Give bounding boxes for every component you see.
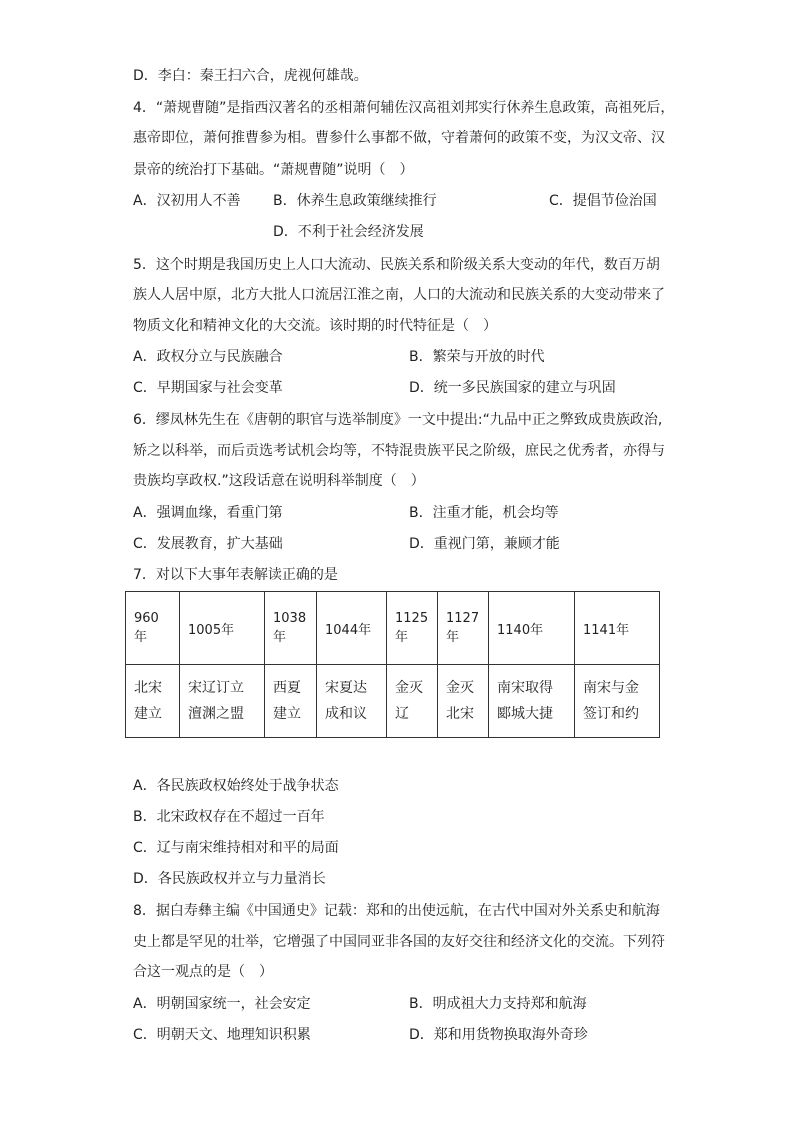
- q5-option-a[interactable]: A．政权分立与民族融合: [133, 349, 283, 365]
- chronology-table: [125, 591, 660, 738]
- chronology-event-cell: 宋夏达 成和议: [317, 665, 387, 738]
- q4-stem-line-2: 惠帝即位，萧何推曹参为相。曹参什么事都不做，守着萧何的政策不变，为汉文帝、汉: [133, 130, 665, 146]
- q5-option-c[interactable]: C．早期国家与社会变革: [133, 380, 283, 396]
- q5-option-d[interactable]: D．统一多民族国家的建立与巩固: [409, 380, 616, 396]
- q6-option-b[interactable]: B．注重才能，机会均等: [409, 505, 559, 521]
- chronology-year-cell: 1127 年: [438, 592, 489, 665]
- q6-option-a[interactable]: A．强调血缘，看重门第: [133, 505, 283, 521]
- q8-option-b[interactable]: B．明成祖大力支持郑和航海: [409, 996, 587, 1012]
- q5-stem-line-1: 5．这个时期是我国历史上人口大流动、民族关系和阶级关系大变动的年代，数百万胡: [133, 257, 660, 273]
- q5-option-b[interactable]: B．繁荣与开放的时代: [409, 349, 545, 365]
- q8-stem-line-2: 史上都是罕见的壮举，它增强了中国同亚非各国的友好交往和经济文化的交流。下列符: [133, 934, 665, 950]
- q7-option-d[interactable]: D．各民族政权并立与力量消长: [133, 871, 326, 887]
- q6-option-d[interactable]: D．重视门第，兼顾才能: [409, 536, 560, 552]
- chronology-year-cell: 1005年: [180, 592, 265, 665]
- q6-stem-line-3: 贵族均享政权.”这段话意在说明科举制度（ ）: [133, 473, 425, 489]
- chronology-year-cell: 1125 年: [387, 592, 438, 665]
- q8-option-d[interactable]: D．郑和用货物换取海外奇珍: [409, 1027, 588, 1043]
- q4-option-b[interactable]: B．休养生息政策继续推行: [273, 193, 437, 209]
- q5-stem-line-3: 物质文化和精神文化的大交流。该时期的时代特征是（ ）: [133, 318, 497, 334]
- q6-stem-line-1: 6．缪凤林先生在《唐朝的职官与选举制度》一文中提出:“九品中正之弊致成贵族政治,: [133, 412, 663, 428]
- chronology-year-cell: 1044年: [317, 592, 387, 665]
- q7-option-a[interactable]: A．各民族政权始终处于战争状态: [133, 778, 339, 794]
- chronology-event-cell: 金灭 北宋: [438, 665, 489, 738]
- q8-option-a[interactable]: A．明朝国家统一，社会安定: [133, 996, 311, 1012]
- q7-option-c[interactable]: C．辽与南宋维持相对和平的局面: [133, 840, 339, 856]
- q6-option-c[interactable]: C．发展教育，扩大基础: [133, 536, 283, 552]
- chronology-event-cell: 南宋取得 郾城大捷: [489, 665, 575, 738]
- q5-stem-line-2: 族人人居中原，北方大批人口流居江淮之南，人口的大流动和民族关系的大变动带来了: [133, 287, 665, 303]
- chronology-year-cell: 1141年: [575, 592, 660, 665]
- chronology-event-cell: 南宋与金 签订和约: [575, 665, 660, 738]
- q4-option-a[interactable]: A．汉初用人不善: [133, 193, 241, 209]
- q8-option-c[interactable]: C．明朝天文、地理知识积累: [133, 1027, 311, 1043]
- chronology-year-cell: 960年: [126, 592, 180, 665]
- chronology-event-cell: 西夏 建立: [265, 665, 317, 738]
- chronology-year-cell: 1140年: [489, 592, 575, 665]
- q4-stem-line-1: 4．“萧规曹随”是指西汉著名的丞相萧何辅佐汉高祖刘邦实行休养生息政策，高祖死后，: [133, 100, 675, 116]
- q7-stem: 7．对以下大事年表解读正确的是: [133, 567, 338, 583]
- q8-stem-line-3: 合这一观点的是（ ）: [133, 964, 273, 980]
- q4-stem-line-3: 景帝的统治打下基础。“萧规曹随”说明（ ）: [133, 162, 414, 178]
- q8-stem-line-1: 8．据白寿彝主编《中国通史》记载：郑和的出使远航，在古代中国对外关系史和航海: [133, 903, 660, 919]
- q4-option-c[interactable]: C．提倡节俭治国: [549, 193, 657, 209]
- chronology-event-cell: 金灭 辽: [387, 665, 438, 738]
- q3-option-d: D．李白：秦王扫六合，虎视何雄哉。: [133, 68, 368, 84]
- q7-option-b[interactable]: B．北宋政权存在不超过一百年: [133, 809, 325, 825]
- chronology-event-cell: 北宋 建立: [126, 665, 180, 738]
- chronology-events-row: [126, 665, 660, 738]
- chronology-year-cell: 1038 年: [265, 592, 317, 665]
- q6-stem-line-2: 矫之以科举，而后贡选考试机会均等，不特混贵族平民之阶级，庶民之优秀者，亦得与: [133, 443, 665, 459]
- q4-option-d[interactable]: D．不利于社会经济发展: [273, 224, 424, 240]
- chronology-event-cell: 宋辽订立 澶渊之盟: [180, 665, 265, 738]
- chronology-years-row: [126, 592, 660, 665]
